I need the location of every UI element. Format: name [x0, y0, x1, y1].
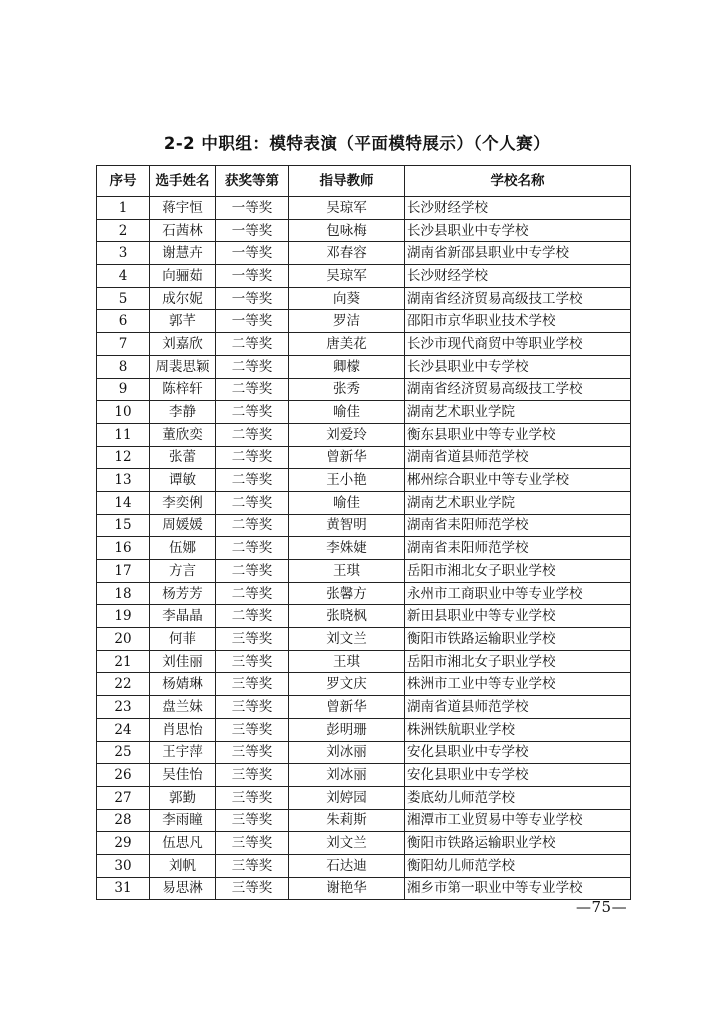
- cell-number: 9: [97, 378, 150, 401]
- cell-award-level: 三等奖: [216, 877, 289, 900]
- cell-number: 31: [97, 877, 150, 900]
- cell-number: 4: [97, 265, 150, 288]
- cell-contestant-name: 陈梓轩: [150, 378, 216, 401]
- cell-school-name: 湖南艺术职业学院: [405, 491, 631, 514]
- cell-number: 8: [97, 355, 150, 378]
- table-row: [97, 718, 631, 741]
- cell-number: 22: [97, 673, 150, 696]
- cell-school-name: 湘乡市第一职业中等专业学校: [405, 877, 631, 900]
- award-table: [96, 165, 631, 900]
- header-number: 序号: [97, 166, 150, 197]
- cell-instructor: 刘爱玲: [289, 423, 405, 446]
- table-row: [97, 287, 631, 310]
- cell-contestant-name: 郭芊: [150, 310, 216, 333]
- cell-award-level: 一等奖: [216, 242, 289, 265]
- cell-number: 5: [97, 287, 150, 310]
- cell-instructor: 唐美花: [289, 333, 405, 356]
- cell-school-name: 湖南省新邵县职业中专学校: [405, 242, 631, 265]
- cell-instructor: 石达迪: [289, 854, 405, 877]
- table-row: [97, 469, 631, 492]
- cell-contestant-name: 伍思凡: [150, 832, 216, 855]
- cell-contestant-name: 石茜林: [150, 219, 216, 242]
- table-row: [97, 355, 631, 378]
- cell-contestant-name: 李晶晶: [150, 605, 216, 628]
- cell-number: 28: [97, 809, 150, 832]
- cell-school-name: 郴州综合职业中等专业学校: [405, 469, 631, 492]
- table-body: [97, 197, 631, 900]
- cell-award-level: 一等奖: [216, 219, 289, 242]
- cell-school-name: 株洲市工业中等专业学校: [405, 673, 631, 696]
- cell-instructor: 张晓枫: [289, 605, 405, 628]
- table-row: [97, 537, 631, 560]
- cell-number: 26: [97, 764, 150, 787]
- cell-contestant-name: 刘帆: [150, 854, 216, 877]
- cell-award-level: 二等奖: [216, 582, 289, 605]
- table-row: [97, 446, 631, 469]
- cell-number: 2: [97, 219, 150, 242]
- cell-award-level: 三等奖: [216, 786, 289, 809]
- cell-number: 13: [97, 469, 150, 492]
- cell-contestant-name: 杨芳芳: [150, 582, 216, 605]
- cell-instructor: 彭明珊: [289, 718, 405, 741]
- cell-award-level: 二等奖: [216, 537, 289, 560]
- table-row: [97, 741, 631, 764]
- cell-school-name: 湖南省经济贸易高级技工学校: [405, 378, 631, 401]
- cell-instructor: 刘文兰: [289, 628, 405, 651]
- cell-number: 14: [97, 491, 150, 514]
- table-row: [97, 764, 631, 787]
- cell-contestant-name: 李雨瞳: [150, 809, 216, 832]
- table-row: [97, 582, 631, 605]
- cell-award-level: 三等奖: [216, 854, 289, 877]
- table-row: [97, 786, 631, 809]
- table-row: [97, 242, 631, 265]
- cell-award-level: 二等奖: [216, 605, 289, 628]
- cell-school-name: 邵阳市京华职业技术学校: [405, 310, 631, 333]
- cell-contestant-name: 蒋宇恒: [150, 197, 216, 220]
- cell-instructor: 邓春容: [289, 242, 405, 265]
- cell-school-name: 安化县职业中专学校: [405, 764, 631, 787]
- cell-instructor: 喻佳: [289, 491, 405, 514]
- cell-instructor: 黄智明: [289, 514, 405, 537]
- table-row: [97, 514, 631, 537]
- cell-school-name: 永州市工商职业中等专业学校: [405, 582, 631, 605]
- table-row: [97, 333, 631, 356]
- cell-award-level: 二等奖: [216, 401, 289, 424]
- header-school-name: 学校名称: [405, 166, 631, 197]
- cell-number: 17: [97, 560, 150, 583]
- cell-school-name: 衡阳幼儿师范学校: [405, 854, 631, 877]
- cell-contestant-name: 伍娜: [150, 537, 216, 560]
- cell-instructor: 刘冰丽: [289, 741, 405, 764]
- cell-number: 12: [97, 446, 150, 469]
- cell-number: 3: [97, 242, 150, 265]
- cell-award-level: 二等奖: [216, 355, 289, 378]
- cell-award-level: 一等奖: [216, 287, 289, 310]
- cell-school-name: 长沙县职业中专学校: [405, 355, 631, 378]
- table-row: [97, 854, 631, 877]
- cell-school-name: 新田县职业中等专业学校: [405, 605, 631, 628]
- cell-number: 25: [97, 741, 150, 764]
- cell-school-name: 株洲铁航职业学校: [405, 718, 631, 741]
- cell-award-level: 二等奖: [216, 514, 289, 537]
- cell-contestant-name: 成尔妮: [150, 287, 216, 310]
- cell-number: 19: [97, 605, 150, 628]
- cell-award-level: 三等奖: [216, 628, 289, 651]
- cell-instructor: 卿檬: [289, 355, 405, 378]
- cell-contestant-name: 肖思怡: [150, 718, 216, 741]
- cell-number: 29: [97, 832, 150, 855]
- table-row: [97, 265, 631, 288]
- cell-instructor: 谢艳华: [289, 877, 405, 900]
- cell-award-level: 三等奖: [216, 741, 289, 764]
- cell-contestant-name: 何菲: [150, 628, 216, 651]
- cell-award-level: 一等奖: [216, 265, 289, 288]
- table-row: [97, 605, 631, 628]
- cell-instructor: 李姝婕: [289, 537, 405, 560]
- table-row: [97, 560, 631, 583]
- cell-instructor: 曾新华: [289, 446, 405, 469]
- table-row: [97, 197, 631, 220]
- table-row: [97, 832, 631, 855]
- cell-instructor: 张秀: [289, 378, 405, 401]
- cell-contestant-name: 李奕俐: [150, 491, 216, 514]
- cell-school-name: 岳阳市湘北女子职业学校: [405, 560, 631, 583]
- cell-number: 11: [97, 423, 150, 446]
- table-row: [97, 673, 631, 696]
- cell-contestant-name: 董欣奕: [150, 423, 216, 446]
- cell-school-name: 衡东县职业中等专业学校: [405, 423, 631, 446]
- cell-instructor: 向葵: [289, 287, 405, 310]
- table-row: [97, 310, 631, 333]
- cell-instructor: 吴琼军: [289, 265, 405, 288]
- cell-instructor: 曾新华: [289, 696, 405, 719]
- cell-number: 18: [97, 582, 150, 605]
- cell-award-level: 二等奖: [216, 333, 289, 356]
- cell-school-name: 湖南省经济贸易高级技工学校: [405, 287, 631, 310]
- cell-award-level: 二等奖: [216, 491, 289, 514]
- cell-contestant-name: 李静: [150, 401, 216, 424]
- cell-school-name: 湖南省耒阳师范学校: [405, 537, 631, 560]
- cell-number: 15: [97, 514, 150, 537]
- cell-award-level: 三等奖: [216, 673, 289, 696]
- cell-school-name: 长沙财经学校: [405, 197, 631, 220]
- cell-contestant-name: 谢慧卉: [150, 242, 216, 265]
- cell-contestant-name: 刘佳丽: [150, 650, 216, 673]
- cell-number: 6: [97, 310, 150, 333]
- cell-contestant-name: 吴佳怡: [150, 764, 216, 787]
- table-row: [97, 877, 631, 900]
- cell-school-name: 衡阳市铁路运输职业学校: [405, 832, 631, 855]
- cell-school-name: 长沙财经学校: [405, 265, 631, 288]
- cell-instructor: 朱莉斯: [289, 809, 405, 832]
- cell-number: 27: [97, 786, 150, 809]
- cell-contestant-name: 刘嘉欣: [150, 333, 216, 356]
- cell-award-level: 一等奖: [216, 310, 289, 333]
- cell-instructor: 罗洁: [289, 310, 405, 333]
- table-row: [97, 401, 631, 424]
- cell-contestant-name: 易思淋: [150, 877, 216, 900]
- cell-school-name: 衡阳市铁路运输职业学校: [405, 628, 631, 651]
- cell-instructor: 罗文庆: [289, 673, 405, 696]
- page-number: —75—: [576, 898, 628, 916]
- cell-contestant-name: 谭敏: [150, 469, 216, 492]
- cell-award-level: 三等奖: [216, 696, 289, 719]
- cell-contestant-name: 杨婧琳: [150, 673, 216, 696]
- cell-award-level: 三等奖: [216, 650, 289, 673]
- cell-instructor: 王琪: [289, 560, 405, 583]
- cell-instructor: 刘冰丽: [289, 764, 405, 787]
- cell-number: 16: [97, 537, 150, 560]
- table-row: [97, 628, 631, 651]
- cell-award-level: 二等奖: [216, 378, 289, 401]
- cell-number: 23: [97, 696, 150, 719]
- table-header-row: [97, 166, 631, 197]
- table-row: [97, 423, 631, 446]
- cell-school-name: 娄底幼儿师范学校: [405, 786, 631, 809]
- cell-instructor: 王琪: [289, 650, 405, 673]
- table-row: [97, 809, 631, 832]
- table-row: [97, 650, 631, 673]
- cell-school-name: 岳阳市湘北女子职业学校: [405, 650, 631, 673]
- cell-award-level: 三等奖: [216, 809, 289, 832]
- cell-contestant-name: 王宇萍: [150, 741, 216, 764]
- page-title: 2-2 中职组：模特表演（平面模特展示）（个人赛）: [163, 134, 551, 153]
- header-instructor: 指导教师: [289, 166, 405, 197]
- cell-contestant-name: 方言: [150, 560, 216, 583]
- cell-number: 1: [97, 197, 150, 220]
- cell-award-level: 二等奖: [216, 423, 289, 446]
- cell-award-level: 一等奖: [216, 197, 289, 220]
- cell-school-name: 安化县职业中专学校: [405, 741, 631, 764]
- cell-award-level: 二等奖: [216, 560, 289, 583]
- cell-instructor: 王小艳: [289, 469, 405, 492]
- cell-award-level: 三等奖: [216, 718, 289, 741]
- cell-instructor: 张馨方: [289, 582, 405, 605]
- cell-school-name: 湘潭市工业贸易中等专业学校: [405, 809, 631, 832]
- cell-contestant-name: 张蕾: [150, 446, 216, 469]
- cell-number: 24: [97, 718, 150, 741]
- cell-contestant-name: 郭勤: [150, 786, 216, 809]
- cell-number: 10: [97, 401, 150, 424]
- cell-award-level: 三等奖: [216, 832, 289, 855]
- cell-instructor: 刘文兰: [289, 832, 405, 855]
- cell-award-level: 二等奖: [216, 469, 289, 492]
- header-award-level: 获奖等第: [216, 166, 289, 197]
- cell-contestant-name: 周媛媛: [150, 514, 216, 537]
- cell-contestant-name: 盘兰妹: [150, 696, 216, 719]
- cell-school-name: 湖南艺术职业学院: [405, 401, 631, 424]
- cell-school-name: 长沙县职业中专学校: [405, 219, 631, 242]
- header-contestant-name: 选手姓名: [150, 166, 216, 197]
- cell-number: 20: [97, 628, 150, 651]
- cell-contestant-name: 向骊茹: [150, 265, 216, 288]
- cell-instructor: 喻佳: [289, 401, 405, 424]
- table-row: [97, 696, 631, 719]
- cell-number: 7: [97, 333, 150, 356]
- cell-instructor: 吴琼军: [289, 197, 405, 220]
- table-row: [97, 219, 631, 242]
- cell-number: 30: [97, 854, 150, 877]
- cell-instructor: 刘婷园: [289, 786, 405, 809]
- cell-school-name: 湖南省道县师范学校: [405, 446, 631, 469]
- cell-instructor: 包咏梅: [289, 219, 405, 242]
- table-row: [97, 491, 631, 514]
- cell-school-name: 湖南省道县师范学校: [405, 696, 631, 719]
- cell-award-level: 二等奖: [216, 446, 289, 469]
- table-row: [97, 378, 631, 401]
- cell-award-level: 三等奖: [216, 764, 289, 787]
- cell-school-name: 湖南省耒阳师范学校: [405, 514, 631, 537]
- cell-school-name: 长沙市现代商贸中等职业学校: [405, 333, 631, 356]
- cell-number: 21: [97, 650, 150, 673]
- cell-contestant-name: 周裴思颖: [150, 355, 216, 378]
